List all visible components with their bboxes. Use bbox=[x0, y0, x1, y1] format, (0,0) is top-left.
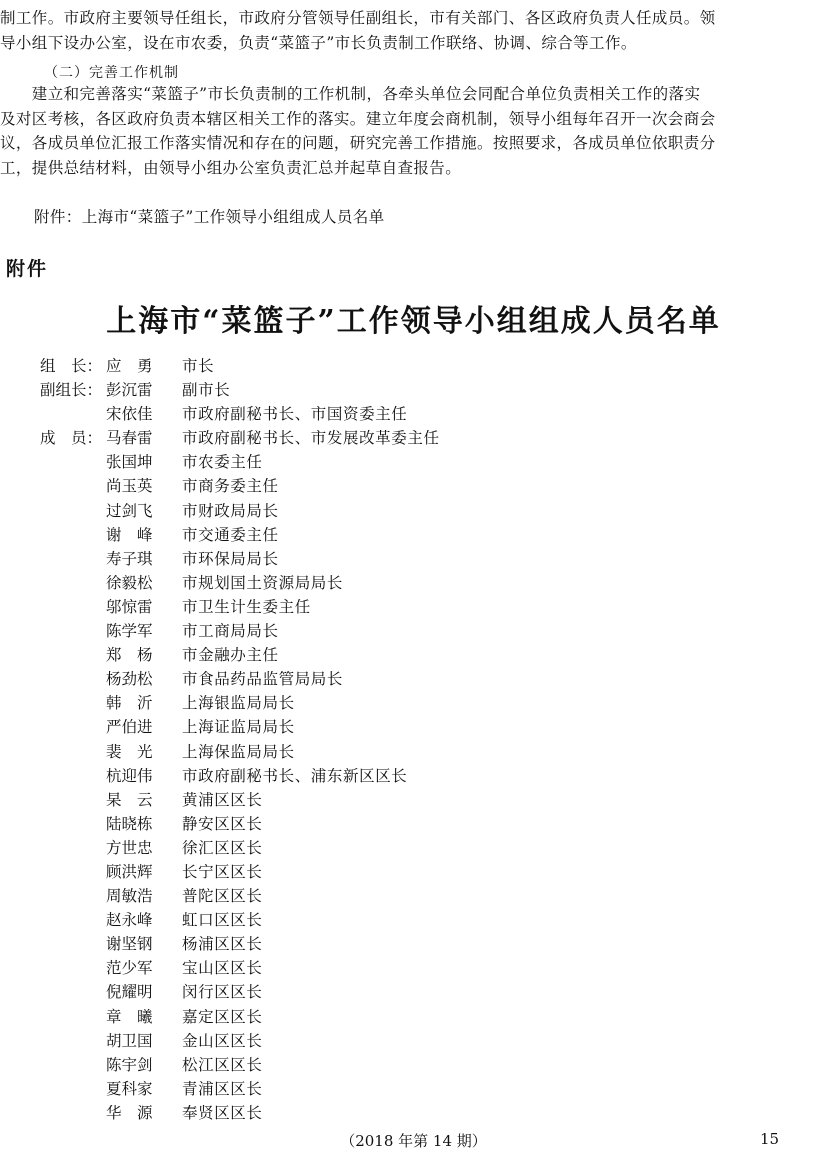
roster-position: 徐汇区区长 bbox=[182, 838, 263, 857]
roster-name: 应 勇 bbox=[106, 357, 153, 375]
roster-position: 市财政局局长 bbox=[182, 501, 279, 520]
list-title: 上海市“菜篮子”工作领导小组组成人员名单 bbox=[106, 304, 721, 339]
roster-name: 倪耀明 bbox=[106, 983, 153, 1002]
intro-paragraph bbox=[0, 6, 824, 55]
roster-name: 夏科家 bbox=[106, 1079, 153, 1098]
roster-name: 韩 沂 bbox=[106, 694, 153, 713]
roster-name: 邬惊雷 bbox=[106, 597, 153, 616]
roster-position: 上海银监局局长 bbox=[182, 694, 295, 713]
roster-name: 章 曦 bbox=[106, 1007, 153, 1026]
roster-role: 副组长： bbox=[40, 381, 103, 400]
roster-name: 谢坚钢 bbox=[106, 935, 153, 954]
roster-position: 奉贤区区长 bbox=[182, 1103, 263, 1122]
roster-position: 静安区区长 bbox=[182, 814, 263, 833]
roster-position: 市政府副秘书长、市发展改革委主任 bbox=[182, 429, 440, 448]
roster-name: 裴 光 bbox=[106, 742, 153, 761]
roster-position: 金山区区长 bbox=[182, 1031, 263, 1050]
roster-name: 范少军 bbox=[106, 959, 153, 978]
roster-name: 陈学军 bbox=[106, 622, 153, 641]
roster-position: 市农委主任 bbox=[182, 453, 263, 472]
roster-name: 杲 云 bbox=[106, 790, 153, 809]
roster-name: 华 源 bbox=[106, 1103, 153, 1122]
roster-position: 市环保局局长 bbox=[182, 549, 279, 568]
roster-position: 市商务委主任 bbox=[182, 477, 279, 496]
roster-name: 徐毅松 bbox=[106, 573, 153, 592]
roster-position: 闵行区区长 bbox=[182, 983, 263, 1002]
section-line: 及对区考核，各区政府负责本辖区相关工作的落实。建立年度会商机制，领导小组每年召开一次会商会 bbox=[0, 109, 716, 128]
roster-name: 陈宇剑 bbox=[106, 1055, 153, 1074]
roster-position: 市金融办主任 bbox=[182, 646, 279, 665]
roster-position: 市政府副秘书长、市国资委主任 bbox=[182, 405, 408, 424]
roster-position: 市食品药品监管局局长 bbox=[182, 670, 344, 689]
issue-footer: （2018 年第 14 期） bbox=[340, 1132, 487, 1150]
roster-position: 市规划国土资源局局长 bbox=[182, 573, 344, 592]
roster-name: 周敏浩 bbox=[106, 887, 153, 906]
roster-name: 马春雷 bbox=[106, 429, 153, 448]
intro-line: 制工作。市政府主要领导任组长，市政府分管领导任副组长，市有关部门、各区政府负责人任成员。领 bbox=[0, 9, 716, 27]
roster-role: 成 员： bbox=[40, 429, 103, 448]
roster-name: 谢 峰 bbox=[106, 525, 153, 544]
roster-name: 寿子琪 bbox=[106, 549, 153, 568]
roster-name: 陆晓栋 bbox=[106, 814, 153, 833]
roster-name: 顾洪辉 bbox=[106, 862, 153, 881]
roster-name: 杨劲松 bbox=[106, 670, 153, 689]
roster-position: 市长 bbox=[182, 357, 215, 375]
roster-name: 赵永峰 bbox=[106, 911, 153, 930]
roster-name: 宋依佳 bbox=[106, 405, 153, 424]
roster-position: 松江区区长 bbox=[182, 1055, 263, 1074]
roster-position: 杨浦区区长 bbox=[182, 935, 263, 954]
section-line: 建立和完善落实“菜篮子”市长负责制的工作机制，各牵头单位会同配合单位负责相关工作的落实 bbox=[0, 85, 701, 103]
roster-position: 副市长 bbox=[182, 381, 231, 400]
roster-position: 宝山区区长 bbox=[182, 959, 263, 978]
roster-position: 黄浦区区长 bbox=[182, 790, 263, 809]
roster-name: 彭沉雷 bbox=[106, 381, 153, 400]
section-line: 工，提供总结材料，由领导小组办公室负责汇总并起草自查报告。 bbox=[0, 158, 462, 177]
section-line: 议，各成员单位汇报工作落实情况和存在的问题，研究完善工作措施。按照要求，各成员单位依职责分 bbox=[0, 134, 716, 152]
attachment-note: 附件：上海市“菜篮子”工作领导小组组成人员名单 bbox=[34, 208, 385, 226]
roster-name: 胡卫国 bbox=[106, 1031, 153, 1050]
roster-position: 市交通委主任 bbox=[182, 525, 279, 544]
roster-position: 市工商局局长 bbox=[182, 622, 279, 641]
roster-position: 虹口区区长 bbox=[182, 911, 263, 930]
roster-name: 尚玉英 bbox=[106, 477, 153, 496]
page-number: 15 bbox=[760, 1130, 780, 1148]
roster-name: 张国坤 bbox=[106, 453, 153, 472]
roster-position: 上海证监局局长 bbox=[182, 718, 295, 737]
attachment-label: 附件 bbox=[6, 258, 49, 280]
roster-role: 组 长： bbox=[40, 357, 103, 375]
intro-line: 导小组下设办公室，设在市农委，负责“菜篮子”市长负责制工作联络、协调、综合等工作。 bbox=[0, 33, 637, 52]
roster-name: 过剑飞 bbox=[106, 501, 153, 520]
roster-position: 市卫生计生委主任 bbox=[182, 597, 311, 616]
roster-position: 市政府副秘书长、浦东新区区长 bbox=[182, 766, 408, 785]
section-paragraph bbox=[0, 82, 824, 180]
roster-name: 严伯进 bbox=[106, 718, 153, 737]
roster-position: 普陀区区长 bbox=[182, 887, 263, 906]
roster-position: 青浦区区长 bbox=[182, 1079, 263, 1098]
roster-position: 上海保监局局长 bbox=[182, 742, 295, 761]
roster-name: 杭迎伟 bbox=[106, 766, 153, 785]
roster-name: 方世忠 bbox=[106, 838, 153, 857]
roster-name: 郑 杨 bbox=[106, 646, 153, 665]
section-heading: （二）完善工作机制 bbox=[44, 65, 179, 81]
roster-position: 长宁区区长 bbox=[182, 862, 263, 881]
roster-position: 嘉定区区长 bbox=[182, 1007, 263, 1026]
